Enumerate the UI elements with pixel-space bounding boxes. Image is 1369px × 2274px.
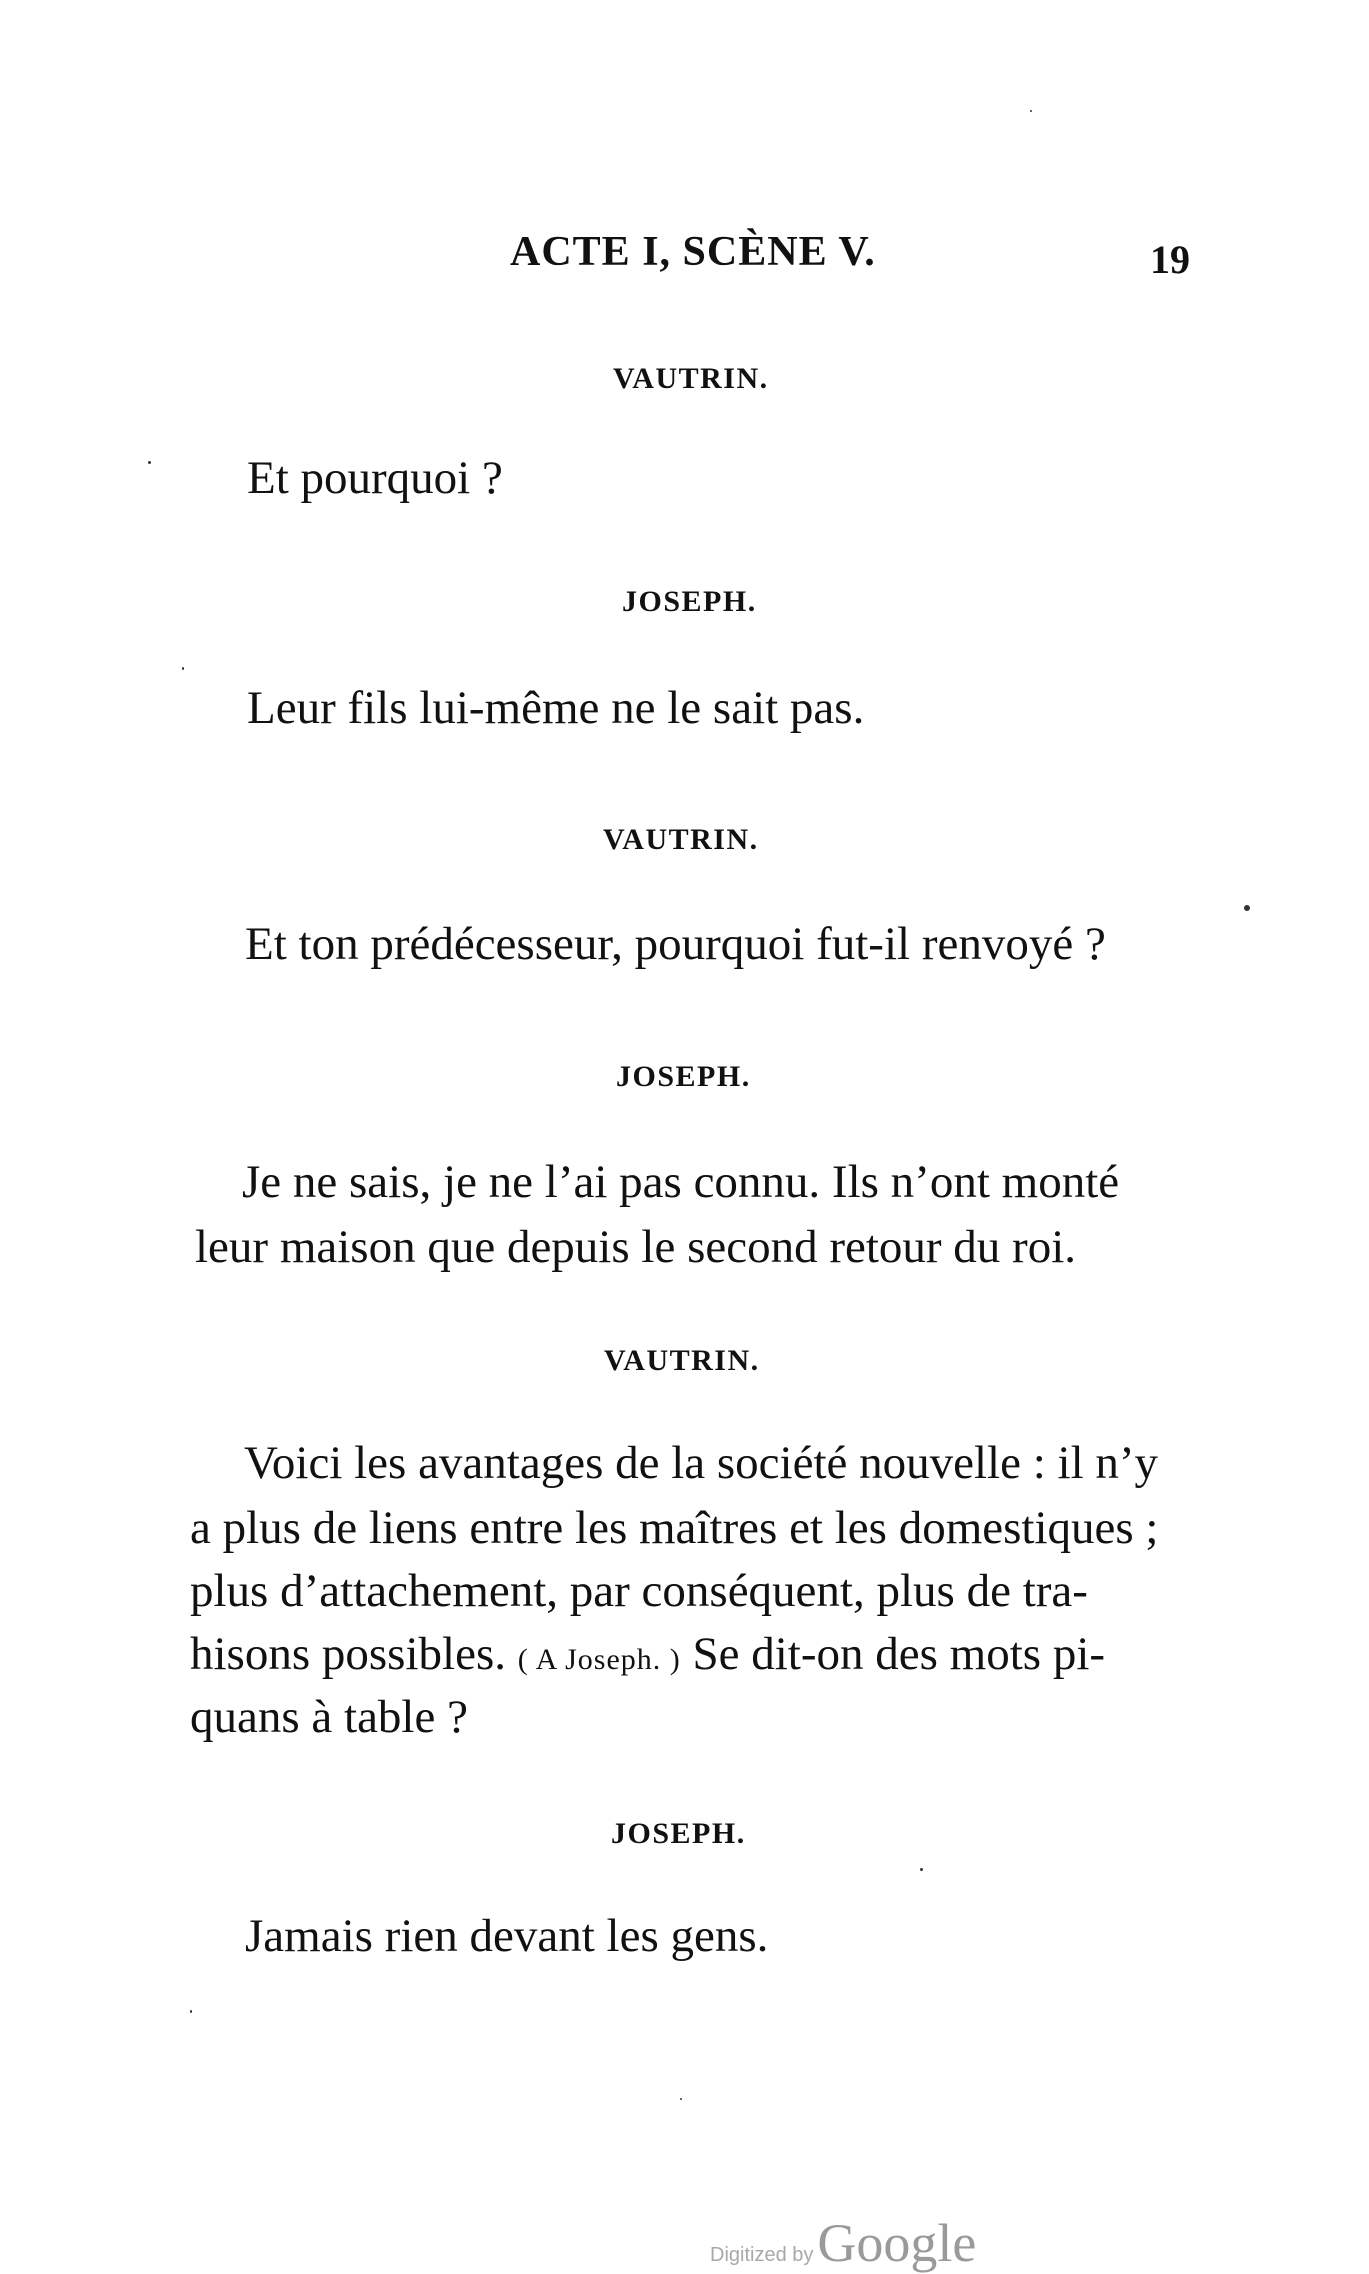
stage-direction: ( A Joseph. ) [517,1643,681,1676]
dialogue-line: Voici les avantages de la société nouvelle : il n’y [244,1437,1159,1489]
line-text: Se dit-on des mots pi- [680,1628,1106,1680]
scan-speck [1244,905,1250,911]
scan-speck [148,461,151,464]
dialogue-line: Et pourquoi ? [247,452,503,504]
dialogue-line: Jamais rien devant les gens. [245,1910,769,1962]
dialogue-line: quans à table ? [190,1691,468,1743]
speaker-name: JOSEPH. [622,585,757,618]
digitized-by-watermark [710,2212,976,2274]
dialogue-line: Je ne sais, je ne l’ai pas connu. Ils n’ont monté [242,1156,1120,1208]
google-logo: Google [817,2213,977,2273]
line-text: hisons possibles. [190,1628,518,1680]
scan-speck [920,1868,923,1871]
dialogue-line: Leur fils lui-même ne le sait pas. [247,682,865,734]
speaker-name: VAUTRIN. [604,1344,760,1377]
speaker-name: VAUTRIN. [613,362,769,395]
digitized-prefix: Digitized by [710,2244,814,2266]
speaker-name: JOSEPH. [616,1060,751,1093]
speaker-name: VAUTRIN. [603,823,759,856]
dialogue-line: leur maison que depuis le second retour du roi. [195,1221,1077,1273]
dialogue-line: plus d’attachement, par conséquent, plus de tra- [190,1565,1088,1617]
scan-speck [190,2010,192,2013]
dialogue-line: a plus de liens entre les maîtres et les domestiques ; [190,1502,1159,1554]
page-number: 19 [1150,237,1190,282]
dialogue-line: Et ton prédécesseur, pourquoi fut-il renvoyé ? [245,918,1106,970]
speaker-name: JOSEPH. [611,1817,746,1850]
running-header: ACTE I, SCÈNE V. [510,229,876,275]
scan-speck [182,667,184,670]
dialogue-line [190,1628,1106,1680]
scan-speck [1030,110,1032,112]
scan-speck [680,2098,682,2100]
